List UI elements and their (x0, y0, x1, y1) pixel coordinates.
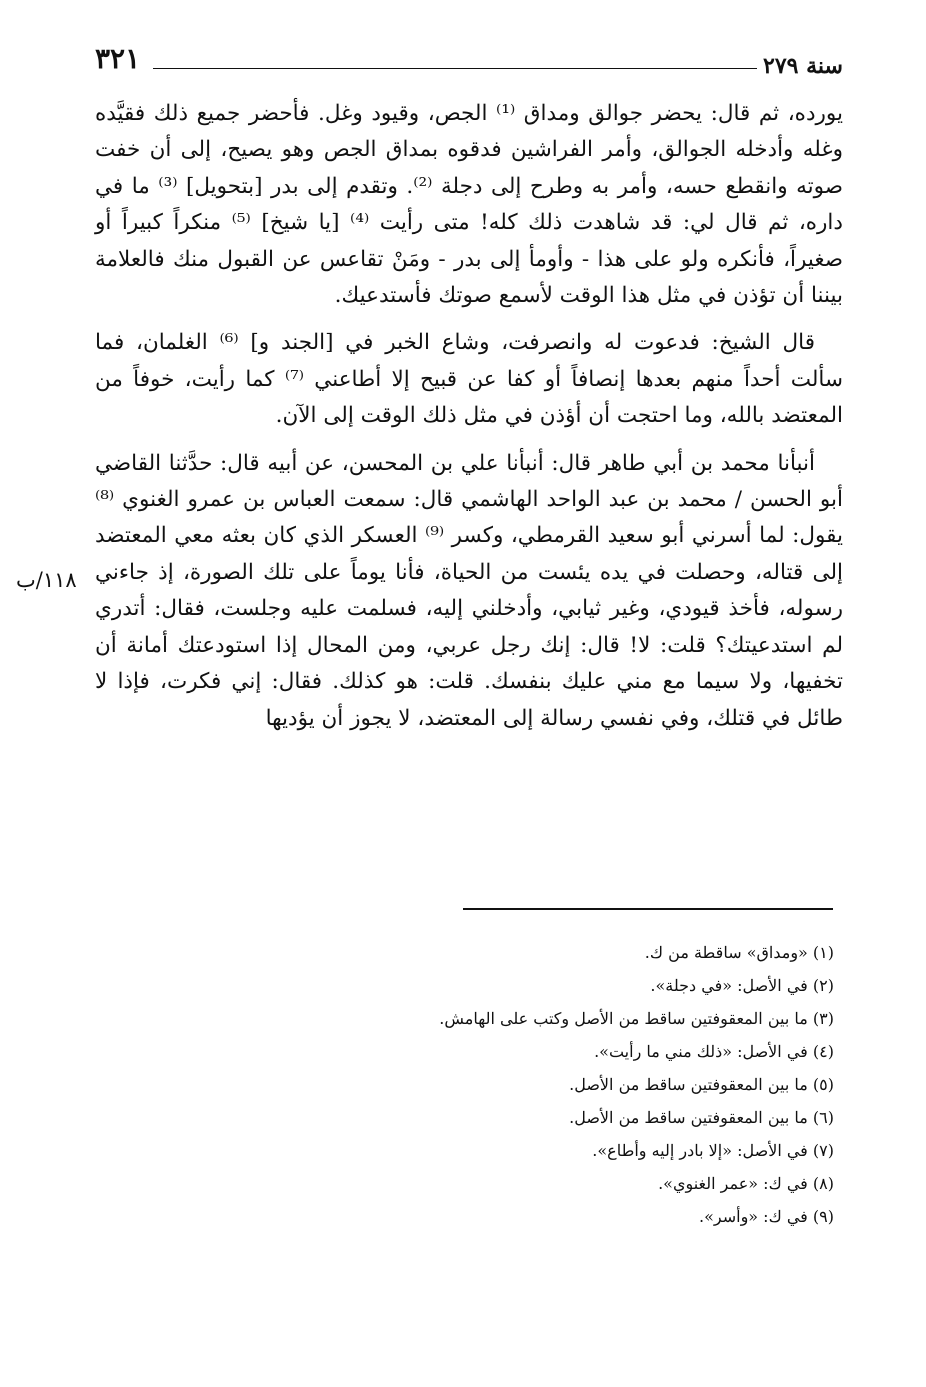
page-number: ٣٢١ (95, 42, 141, 75)
footnote-4: (٤) في الأصل: «ذلك مني ما رأيت». (594, 1042, 834, 1061)
paragraph-1: يورده، ثم قال: يحضر جوالق ومداق ⁽¹⁾ الجص، وقيود وغل. فأحضر جميع ذلك فقيَّده وغله وأدخله الجوالق، وأمر الفراشين فدقوه بمداق الجص وهو يصيح، إلى أن خفت صوته وانقطع حسه، وأمر به وطرح إلى دجلة ⁽²⁾. وتقدم إلى بدر [بتحويل] ⁽³⁾ ما في داره، ثم قال لي: قد شاهدت ذلك كله! متى رأيت ⁽⁴⁾ [يا شيخ] ⁽⁵⁾ منكراً كبيراً أو صغيراً، فأنكره ولو على هذا - وأومأ إلى بدر - ومَنْ تقاعس عن القبول منك فالعلامة بيننا أن تؤذن في مثل هذا الوقت لأسمع صوتك فأستدعيك. (95, 101, 843, 309)
running-head: سنة ٢٧٩ (763, 53, 843, 79)
main-text (95, 96, 843, 737)
paragraph-3: أنبأنا محمد بن أبي طاهر قال: أنبأنا علي بن المحسن، عن أبيه قال: حدَّثنا القاضي أبو الحسن / محمد بن عبد الواحد الهاشمي قال: سمعت العباس بن عمرو الغنوي ⁽⁸⁾ يقول: لما أسرني أبو سعيد القرمطي، وكسر ⁽⁹⁾ العسكر الذي كان بعثه معي المعتضد إلى قتاله، وحصلت في يده يئست من الحياة، فأنا يوماً على تلك الصورة، إذ جاءني رسوله، فأخذ قيودي، وغير ثيابي، وأدخلني إليه، فسلمت عليه وجلست، فقال: أتدري لم استدعيتك؟ قلت: لا! قال: إنك رجل عربي، ومن المحال إذا استودعتك أمانة أن تخفيها، ولا سيما مع مني عليك بنفسك. قلت: هو كذلك. فقال: إني فكرت، فإذا لا طائل في قتلك، وفي نفسي رسالة إلى المعتضد، لا يجوز أن يؤديها (95, 450, 843, 731)
margin-folio-note: ١١٨/ب (16, 568, 77, 592)
footnote-3: (٣) ما بين المعقوفتين ساقط من الأصل وكتب على الهامش. (439, 1009, 834, 1028)
footnotes (300, 936, 834, 1233)
footnote-6: (٦) ما بين المعقوفتين ساقط من الأصل. (569, 1108, 834, 1127)
footnote-separator (463, 908, 833, 910)
footnote-7: (٧) في الأصل: «إلا بادر إليه وأطاع». (592, 1141, 834, 1160)
footnote-8: (٨) في ك: «عمر الغنوي». (658, 1174, 834, 1193)
header-rule (153, 68, 757, 69)
footnote-9: (٩) في ك: «وأسر». (699, 1207, 834, 1226)
footnote-5: (٥) ما بين المعقوفتين ساقط من الأصل. (569, 1075, 834, 1094)
page-header (95, 40, 843, 80)
paragraph-2: قال الشيخ: فدعوت له وانصرفت، وشاع الخبر في [الجند و] ⁽⁶⁾ الغلمان، فما سألت أحداً منهم بعدها إنصافاً أو كفا عن قبيح إلا أطاعني ⁽⁷⁾ كما رأيت، خوفاً من المعتضد بالله، وما احتجت أن أؤذن في مثل ذلك الوقت إلى الآن. (95, 330, 843, 429)
footnote-1: (١) «ومداق» ساقطة من ك. (644, 943, 834, 962)
footnote-2: (٢) في الأصل: «في دجلة». (650, 976, 834, 995)
